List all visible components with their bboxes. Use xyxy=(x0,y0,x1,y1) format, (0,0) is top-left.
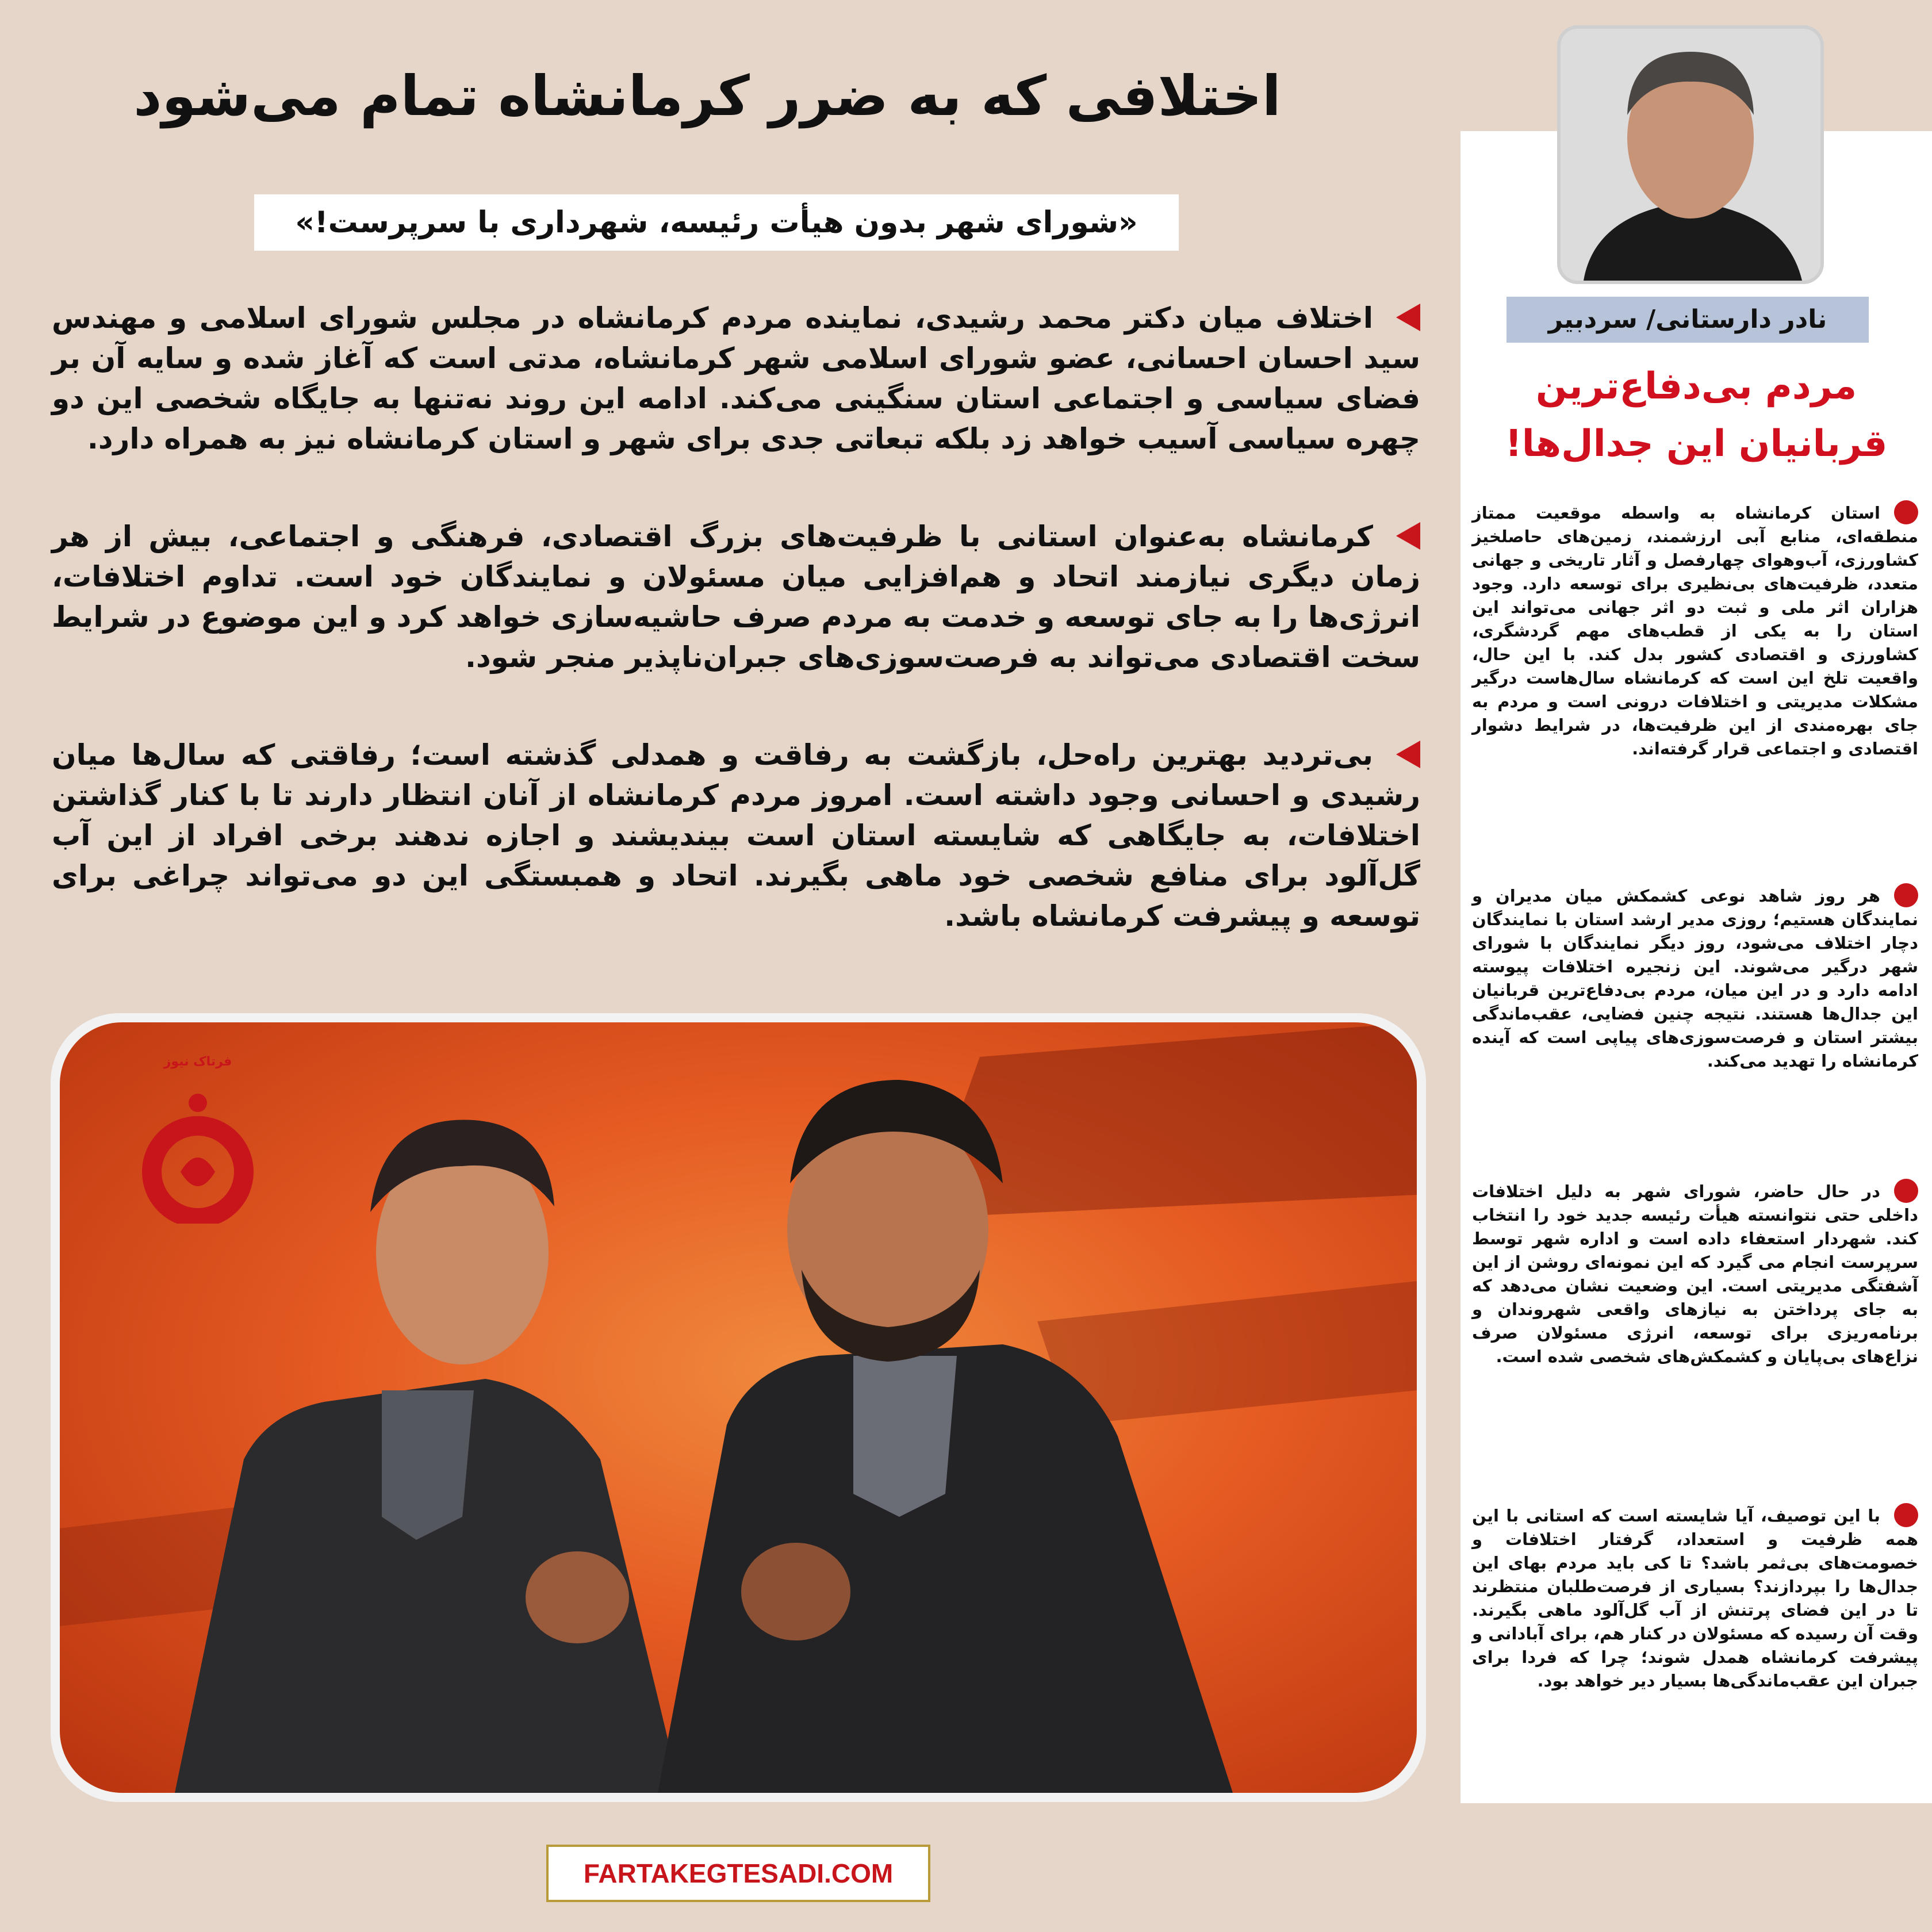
bullet-dot-icon xyxy=(1894,883,1918,907)
sidebar-paragraph-4 xyxy=(1472,1503,1918,1693)
sidebar-paragraph-text: هر روز شاهد نوعی کشمکش میان مدیران و نمایندگان هستیم؛ روزی مدیر ارشد استان با نمایندگان دچار اختلاف می‌شود، روز دیگر نمایندگان با شورای شهر درگیر می‌شوند. این زنجیره اختلافات پیوسته ادامه دارد و در این میان، مردم بی‌دفاع‌ترین قربانیان این جدال‌ها هستند. نتیجه چنین فضایی، عقب‌ماندگی بیشتر استان و فرصت‌سوزی‌های پیاپی است که آینده کرمانشاه را تهدید می‌کند. xyxy=(1472,886,1918,1071)
article-paragraph-text: بی‌تردید بهترین راه‌حل، بازگشت به رفاقت و همدلی گذشته است؛ رفاقتی که سال‌ها میان رشیدی و احسانی وجود داشته است. امروز مردم کرمانشاه از آنان انتظار دارند تا با کنار گذاشتن اختلافات، به جایگاهی که شایسته استان است بیندیشند و اجازه ندهند برخی افراد از این آب گل‌آلود برای منافع شخصی خود ماهی بگیرند. اتحاد و همبستگی این دو می‌تواند چراغی برای توسعه و پیشرفت کرمانشاه باشد. xyxy=(52,738,1420,933)
illustration-art xyxy=(60,1022,1417,1793)
bullet-dot-icon xyxy=(1894,500,1918,524)
news-logo xyxy=(140,1086,255,1224)
sidebar-paragraph-text: استان کرمانشاه به واسطه موقعیت ممتاز منطقه‌ای، منابع آبی ارزشمند، زمین‌های حاصلخیز کشاورزی، آب‌وهوای چهارفصل و آثار تاریخی و جهانی متعدد، ظرفیت‌های بی‌نظیری برای توسعه دارد. وجود هزاران اثر ملی و ثبت دو اثر جهانی می‌تواند این استان را به یکی از قطب‌های مهم گردشگری، کشاورزی و اقتصادی کشور بدل کند. با این حال، واقعیت تلخ این است که کرمانشاه سال‌هاست درگیر مشکلات مدیریتی و اختلافات درونی است و مردم به جای بهره‌مندی از این ظرفیت‌ها، در شرایط دشوار اقتصادی و اجتماعی قرار گرفته‌اند. xyxy=(1472,503,1918,758)
illustration-two-men-confrontation xyxy=(60,1022,1417,1793)
article-title: اختلافی که به ضرر کرمانشاه تمام می‌شود xyxy=(133,64,1281,128)
sidebar-paragraph-2 xyxy=(1472,883,1918,1073)
article-paragraph-1 xyxy=(52,298,1420,459)
bullet-triangle-icon xyxy=(1396,741,1420,768)
article-subtitle: «شورای شهر بدون هیأت رئیسه، شهرداری با سرپرست!» xyxy=(254,194,1179,251)
author-portrait xyxy=(1561,29,1820,281)
sidebar-headline: مردم بی‌دفاع‌ترین قربانیان این جدال‌ها! xyxy=(1505,365,1888,465)
news-logo-text: فرتاک نیوز xyxy=(163,1055,232,1069)
article-paragraph-2 xyxy=(52,516,1420,677)
website-link[interactable]: FARTAKEGTESADI.COM xyxy=(546,1845,930,1902)
author-photo xyxy=(1557,25,1824,284)
illustration-frame xyxy=(51,1013,1426,1802)
author-name: نادر دارستانی/ سردبیر xyxy=(1506,297,1869,343)
sidebar-paragraph-text: با این توصیف، آیا شایسته است که استانی با این همه ظرفیت و استعداد، گرفتار اختلافات و خصومت‌های بی‌ثمر باشد؟ تا کی باید مردم بهای این جدال‌ها را بپردازند؟ بسیاری از فرصت‌طلبان منتظرند تا در این فضای پرتنش از آب گل‌آلود ماهی بگیرند. وقت آن رسیده که مسئولان در کنار هم، برای آبادانی و پیشرفت کرمانشاه همدل شوند؛ چرا که فردا برای جبران این عقب‌ماندگی‌ها بسیار دیر خواهد بود. xyxy=(1472,1506,1918,1690)
sidebar-paragraph-text: در حال حاضر، شورای شهر به دلیل اختلافات داخلی حتی نتوانسته هیأت رئیسه جدید خود را انتخاب کند. شهردار استعفاء داده است و اداره شهر توسط سرپرست انجام می گیرد که این نمونه‌ای روشن از این آشفتگی مدیریتی است. این وضعیت نشان می‌دهد که به جای پرداختن به نیازهای واقعی شهروندان و برنامه‌ریزی برای توسعه، انرژی مسئولان صرف نزاع‌های بی‌پایان و کشمکش‌های شخصی شده است. xyxy=(1472,1182,1918,1366)
bullet-triangle-icon xyxy=(1396,304,1420,331)
sidebar-paragraph-3 xyxy=(1472,1179,1918,1368)
article-paragraph-text: کرمانشاه به‌عنوان استانی با ظرفیت‌های بزرگ اقتصادی، فرهنگی و اجتماعی، بیش از هر زمان دیگری نیازمند اتحاد و هم‌افزایی میان مسئولان و نمایندگان خود است. تداوم اختلافات، انرژی‌ها را به جای توسعه و خدمت به مردم صرف حاشیه‌سازی خواهد کرد و این موضوع در شرایط سخت اقتصادی می‌تواند به فرصت‌سوزی‌های جبران‌ناپذیر منجر شود. xyxy=(52,520,1420,674)
article-paragraph-3 xyxy=(52,735,1420,936)
bullet-triangle-icon xyxy=(1396,522,1420,550)
bullet-dot-icon xyxy=(1894,1179,1918,1203)
sidebar-paragraph-1 xyxy=(1472,500,1918,761)
article-paragraph-text: اختلاف میان دکتر محمد رشیدی، نماینده مردم کرمانشاه در مجلس شورای اسلامی و مهندس سید احسان احسانی، عضو شورای اسلامی شهر کرمانشاه، مدتی است که آغاز شده و سایه آن بر فضای سیاسی و اجتماعی استان سنگینی می‌کند. ادامه این روند نه‌تنها به جایگاه شخصی این دو چهره سیاسی آسیب خواهد زد بلکه تبعاتی جدی برای شهر و استان کرمانشاه نیز به همراه دارد. xyxy=(52,301,1420,455)
bullet-dot-icon xyxy=(1894,1503,1918,1527)
